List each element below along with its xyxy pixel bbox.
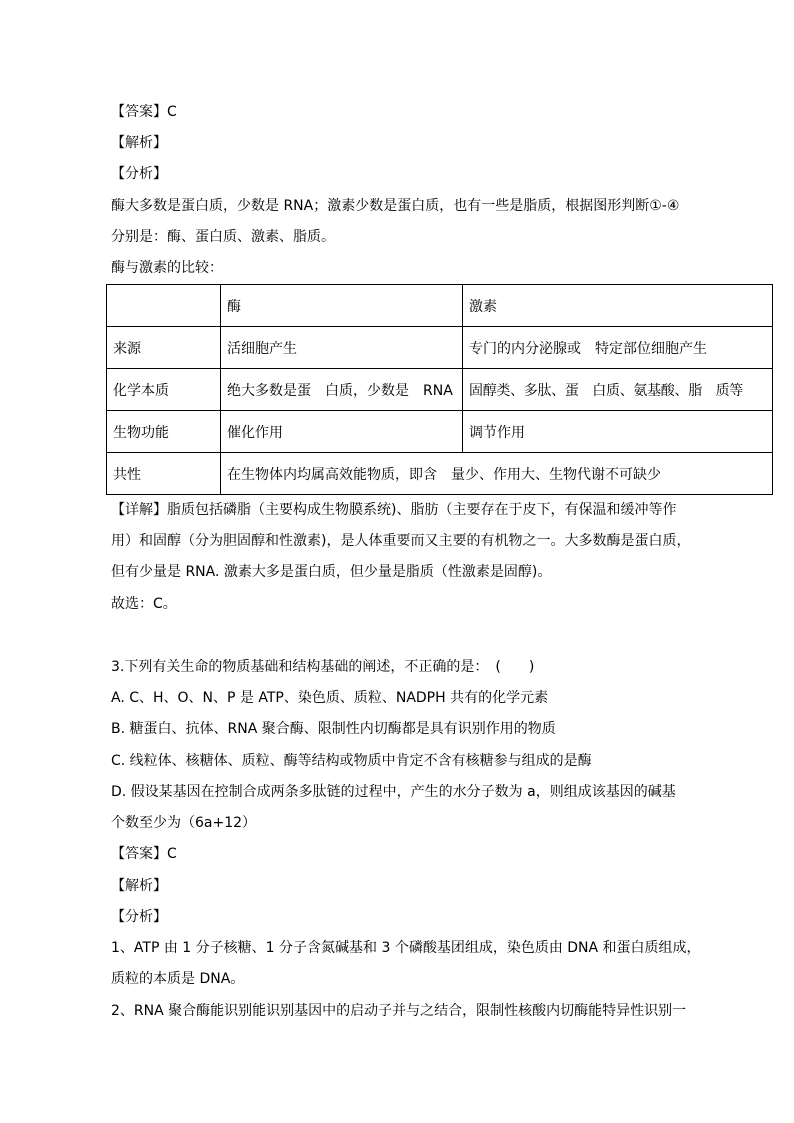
option-b: B. 糖蛋白、抗体、RNA 聚合酶、限制性内切酶都是具有识别作用的物质 — [111, 721, 556, 737]
table-cell: 活细胞产生 — [221, 327, 463, 369]
table-cell: 调节作用 — [463, 411, 773, 453]
table-header-cell — [107, 285, 221, 327]
option-d: D. 假设某基因在控制合成两条多肽链的过程中，产生的水分子数为 a，则组成该基因的碱基 — [111, 784, 676, 800]
enzyme-hormone-comparison-table — [106, 284, 773, 495]
analysis-line: 酶大多数是蛋白质，少数是 RNA；激素少数是蛋白质，也有一些是脂质，根据图形判断①-④ — [111, 198, 680, 214]
table-cell: 在生物体内均属高效能物质，即含 量少、作用大、生物代谢不可缺少 — [221, 453, 773, 495]
fenxi-label: 【分析】 — [111, 909, 167, 925]
table-cell: 生物功能 — [107, 411, 221, 453]
option-c: C. 线粒体、核糖体、质粒、酶等结构或物质中肯定不含有核糖参与组成的是酶 — [111, 753, 592, 769]
fenxi-label: 【分析】 — [111, 166, 167, 182]
table-cell: 固醇类、多肽、蛋 白质、氨基酸、脂 质等 — [463, 369, 773, 411]
detail-line: 用）和固醇（分为胆固醇和性激素)，是人体重要而又主要的有机物之一。大多数酶是蛋白质， — [111, 533, 691, 549]
analysis-line: 1、ATP 由 1 分子核糖、1 分子含氮碱基和 3 个磷酸基团组成，染色质由 DNA 和蛋白质组成， — [111, 940, 701, 956]
table-cell: 化学本质 — [107, 369, 221, 411]
table-header-cell: 激素 — [463, 285, 773, 327]
table-row — [107, 327, 773, 369]
jiexi-label: 【解析】 — [111, 135, 167, 151]
table-header-cell: 酶 — [221, 285, 463, 327]
table-cell: 专门的内分泌腺或 特定部位细胞产生 — [463, 327, 773, 369]
answer-label: 【答案】C — [111, 846, 177, 862]
analysis-line: 质粒的本质是 DNA。 — [111, 971, 245, 987]
analysis-line: 分别是：酶、蛋白质、激素、脂质。 — [111, 229, 335, 245]
table-cell: 催化作用 — [221, 411, 463, 453]
table-row — [107, 453, 773, 495]
detail-line: 【详解】脂质包括磷脂（主要构成生物膜系统)、脂肪（主要存在于皮下，有保温和缓冲等作 — [111, 502, 677, 518]
table-cell: 共性 — [107, 453, 221, 495]
answer-label: 【答案】C — [111, 104, 177, 120]
analysis-line: 2、RNA 聚合酶能识别能识别基因中的启动子并与之结合，限制性核酸内切酶能特异性识别一 — [111, 1003, 687, 1019]
table-row — [107, 369, 773, 411]
table-cell: 绝大多数是蛋 白质，少数是 RNA — [221, 369, 463, 411]
option-d-continued: 个数至少为（6a+12） — [111, 815, 257, 831]
table-header-row — [107, 285, 773, 327]
detail-line: 但有少量是 RNA. 激素大多是蛋白质，但少量是脂质（性激素是固醇)。 — [111, 564, 552, 580]
table-row — [107, 411, 773, 453]
jiexi-label: 【解析】 — [111, 878, 167, 894]
question-stem: 3.下列有关生命的物质基础和结构基础的阐述，不正确的是： ( ) — [111, 659, 535, 675]
conclusion-line: 故选：C。 — [111, 596, 177, 612]
table-caption: 酶与激素的比较： — [111, 260, 223, 276]
option-a: A. C、H、O、N、P 是 ATP、染色质、质粒、NADPH 共有的化学元素 — [111, 690, 549, 706]
table-cell: 来源 — [107, 327, 221, 369]
